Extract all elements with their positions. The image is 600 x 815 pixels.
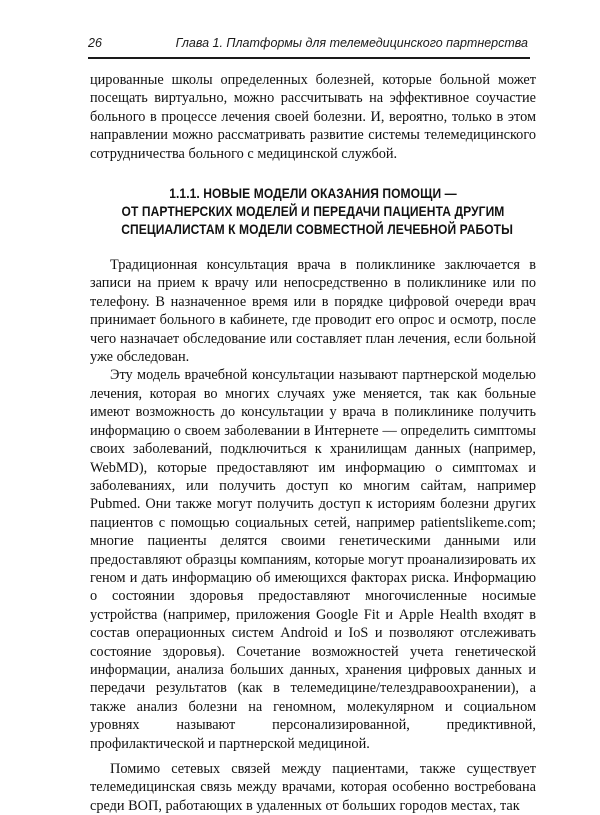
section-heading-line-3: СПЕЦИАЛИСТАМ К МОДЕЛИ СОВМЕСТНОЙ ЛЕЧЕБНОЙ РАБОТЫ xyxy=(121,221,514,238)
section-heading-line-1: 1.1.1. НОВЫЕ МОДЕЛИ ОКАЗАНИЯ ПОМОЩИ — xyxy=(169,185,457,202)
section-heading xyxy=(121,184,514,238)
paragraph-network-links: Помимо сетевых связей между пациентами, также существует телемедицинская связь между врачами, которая особенно востребована среди ВОП, работающих в удаленных от больших городов местах, так xyxy=(90,761,536,814)
section-heading-line-2: ОТ ПАРТНЕРСКИХ МОДЕЛЕЙ И ПЕРЕДАЧИ ПАЦИЕНТА ДРУГИМ xyxy=(121,203,505,220)
paragraph-traditional-consultation: Традиционная консультация врача в поликлинике заключается в записи на прием к врачу или непосредственно в поликлинике или по телефону. В назначенное время или в порядке цифровой очереди врач принимает больного в кабинете, где проводит его опрос и осмотр, после чего назначает обследование или составляет план лечения, если больной уже обследован. xyxy=(90,257,536,366)
paragraph-partner-model: Эту модель врачебной консультации называют партнерской моделью лечения, которая во многих случаях уже меняется, так как больные имеют возможность до консультации у врача в поликлинике получить информацию о своем заболевании в Интернете — определить симптомы своих заболеваний, подключиться к хранилищам данных (например, WebMD), которые предоставляют им информацию о симптомах и заболеваниях, или получить доступ ко многим сайтам, например Pubmed. Они также могут получить доступ к историям болезни других пациентов с помощью социальных сетей, например patientslikeme.com; многие пациенты делятся своими генетическими данными или предоставляют образцы компаниям, которые могут проанализировать их геном и дать информацию об имеющихся факторах риска. Информацию о состоянии здоровья предоставляют многочисленные носимые устройства (например, приложения Google Fit и Apple Health входят в состав операционных систем Android и IoS и позволяют отслеживать состояние здоровья). Сочетание возможностей учета генетической информации, анализа больших данных, хранения цифровых данных и передачи результатов (как в телемедицине/телездравоохранении), а также анализ болезни на геномном, молекулярном и социальном уровнях называют персонализированной, предиктивной, профилактической и партнерской медициной. xyxy=(90,367,536,752)
page-body xyxy=(90,71,536,815)
chapter-title: Глава 1. Платформы для телемедицинского партнерства xyxy=(175,36,528,50)
intro-paragraph: цированные школы определенных болезней, которые больной может посещать виртуально, можно рассчитывать на эффективное соучастие больного в процессе лечения своей болезни. И, вероятно, только в этом направлении можно рассматривать развитие системы телемедицинского сотрудничества больного с медицинской службой. xyxy=(90,72,536,162)
page-number: 26 xyxy=(88,36,102,50)
header-divider xyxy=(88,57,530,59)
running-header xyxy=(88,36,528,50)
